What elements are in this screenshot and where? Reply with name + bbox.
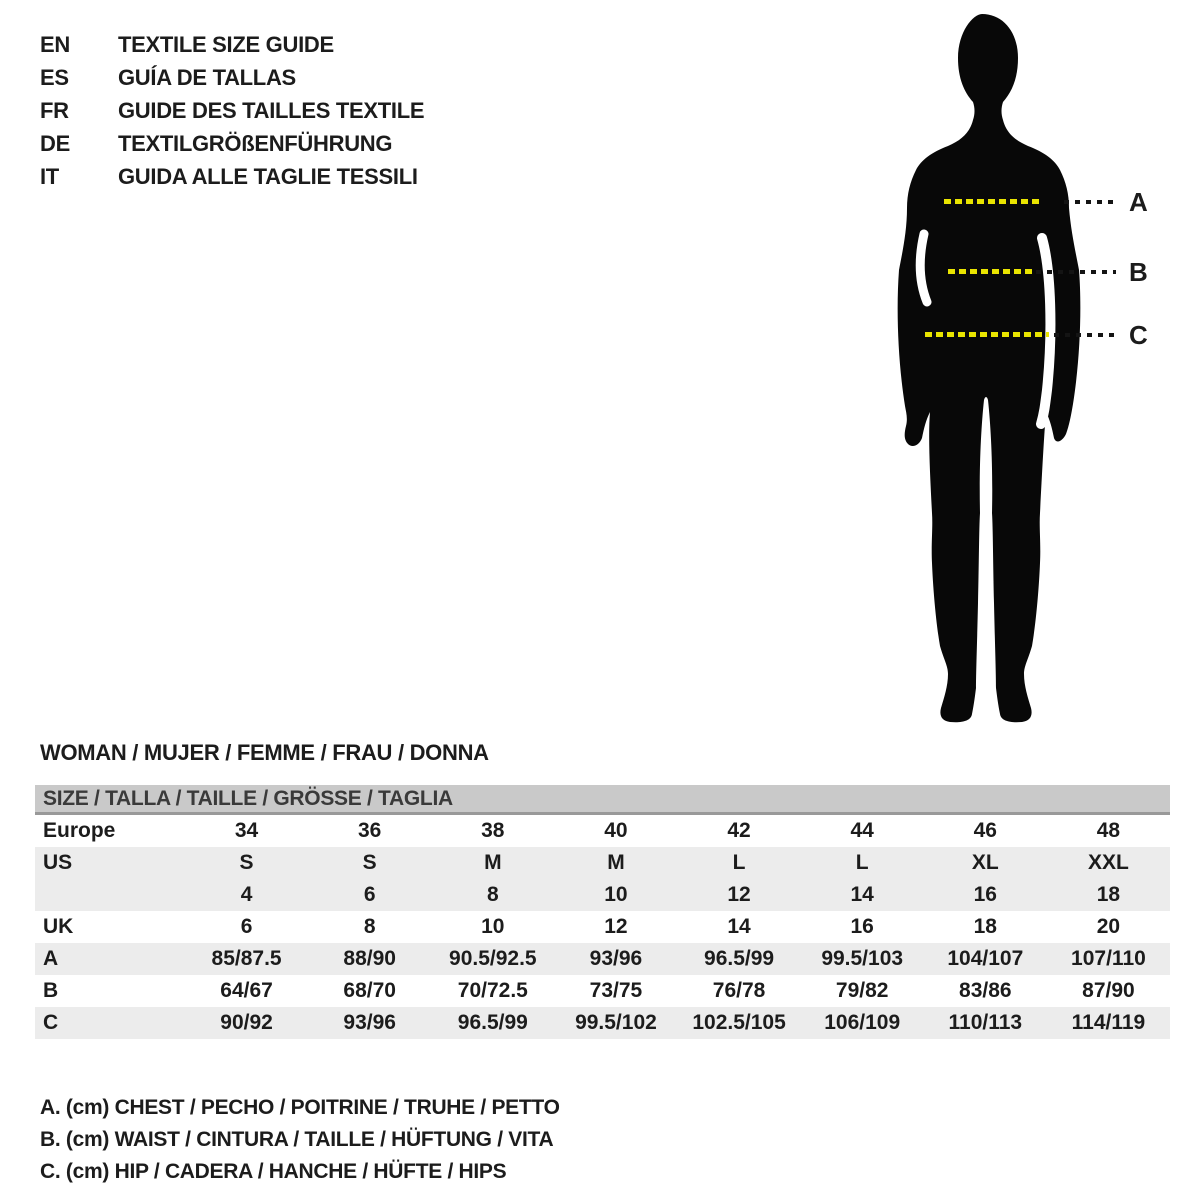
size-value-cell: 93/96	[589, 947, 643, 970]
legend-hip: C. (cm) HIP / CADERA / HANCHE / HÜFTE / HIPS	[40, 1160, 507, 1183]
row-label: Europe	[43, 819, 116, 842]
size-value-cell: 10	[481, 915, 505, 938]
hip-measure-line	[925, 332, 1049, 337]
waist-measure-line	[948, 269, 1032, 274]
table-row	[35, 911, 1170, 943]
waist-leader-line	[1036, 270, 1116, 274]
size-value-cell: XXL	[1088, 851, 1129, 874]
waist-measure-label: B	[1129, 257, 1148, 287]
table-row	[35, 847, 1170, 879]
size-table-rows	[35, 815, 1170, 1039]
chest-measure-label: A	[1129, 187, 1148, 217]
language-title: GUÍA DE TALLAS	[118, 65, 296, 90]
row-label: UK	[43, 915, 74, 938]
size-value-cell: XL	[971, 851, 999, 874]
size-value-cell: 36	[358, 819, 382, 842]
size-value-cell: 96.5/99	[704, 947, 775, 970]
size-table-header: SIZE / TALLA / TAILLE / GRÖSSE / TAGLIA	[35, 785, 1170, 815]
size-value-cell: 42	[727, 819, 751, 842]
size-value-cell: 34	[234, 819, 259, 842]
size-value-cell: 106/109	[824, 1011, 901, 1034]
size-value-cell: 46	[973, 819, 997, 842]
table-row	[35, 879, 1170, 911]
size-value-cell: L	[732, 851, 746, 874]
size-value-cell: 114/119	[1071, 1011, 1146, 1034]
table-row	[35, 975, 1170, 1007]
size-value-cell: 68/70	[343, 979, 396, 1002]
woman-silhouette-icon	[860, 8, 1130, 724]
size-value-cell: 16	[973, 883, 997, 906]
size-value-cell: 14	[850, 883, 874, 906]
size-table	[35, 785, 1170, 1039]
hip-leader-line	[1054, 333, 1116, 337]
size-value-cell: 85/87.5	[211, 947, 282, 970]
size-value-cell: 70/72.5	[457, 979, 528, 1002]
size-value-cell: S	[362, 851, 377, 874]
size-value-cell: 99.5/102	[575, 1011, 657, 1034]
size-value-cell: 18	[1096, 883, 1121, 906]
size-value-cell: 48	[1096, 819, 1121, 842]
language-title: TEXTILE SIZE GUIDE	[118, 32, 334, 57]
size-value-cell: 40	[604, 819, 628, 842]
size-value-cell: 8	[363, 915, 376, 938]
size-value-cell: 16	[850, 915, 874, 938]
size-value-cell: 107/110	[1071, 947, 1146, 970]
row-label: US	[43, 851, 73, 874]
size-value-cell: 79/82	[835, 979, 889, 1002]
language-code: IT	[40, 164, 59, 189]
language-title: GUIDA ALLE TAGLIE TESSILI	[118, 164, 418, 189]
table-row	[35, 815, 1170, 847]
size-value-cell: 99.5/103	[821, 947, 904, 970]
size-value-cell: S	[239, 851, 254, 874]
size-value-cell: 18	[973, 915, 997, 938]
language-code: FR	[40, 98, 69, 123]
table-row	[35, 1007, 1170, 1039]
size-value-cell: 38	[481, 819, 505, 842]
size-value-cell: 90/92	[220, 1011, 273, 1034]
language-code: DE	[40, 131, 70, 156]
size-value-cell: 4	[240, 883, 253, 906]
size-value-cell: 76/78	[712, 979, 766, 1002]
measurement-legend	[40, 1092, 560, 1188]
language-title: GUIDE DES TAILLES TEXTILE	[118, 98, 425, 123]
hip-measure-label: C	[1129, 320, 1148, 350]
size-value-cell: M	[484, 851, 502, 874]
size-value-cell: 14	[727, 915, 751, 938]
legend-waist: B. (cm) WAIST / CINTURA / TAILLE / HÜFTUNG / VITA	[40, 1128, 554, 1151]
size-value-cell: 8	[486, 883, 499, 906]
legend-chest: A. (cm) CHEST / PECHO / POITRINE / TRUHE / PETTO	[40, 1096, 560, 1119]
size-value-cell: 44	[850, 819, 874, 842]
size-value-cell: 6	[363, 883, 376, 906]
size-value-cell: 64/67	[220, 979, 273, 1002]
size-value-cell: 110/113	[948, 1011, 1023, 1034]
size-value-cell: 104/107	[947, 947, 1024, 970]
size-value-cell: 87/90	[1082, 979, 1135, 1002]
size-value-cell: 73/75	[589, 979, 643, 1002]
language-code: ES	[40, 65, 69, 90]
size-value-cell: 20	[1096, 915, 1121, 938]
gender-section-title: WOMAN / MUJER / FEMME / FRAU / DONNA	[40, 740, 489, 765]
size-value-cell: L	[855, 851, 869, 874]
table-row	[35, 943, 1170, 975]
language-title: TEXTILGRÖßENFÜHRUNG	[118, 131, 393, 156]
row-label	[35, 879, 185, 911]
size-value-cell: M	[607, 851, 625, 874]
row-label: B	[43, 979, 59, 1002]
row-label: C	[43, 1011, 59, 1034]
size-value-cell: 83/86	[959, 979, 1012, 1002]
size-value-cell: 102.5/105	[692, 1011, 786, 1034]
size-value-cell: 90.5/92.5	[449, 947, 537, 970]
chest-measure-line	[944, 199, 1040, 204]
size-value-cell: 93/96	[343, 1011, 396, 1034]
chest-leader-line	[1064, 200, 1116, 204]
size-value-cell: 12	[604, 915, 628, 938]
row-label: A	[43, 947, 59, 970]
size-value-cell: 6	[240, 915, 253, 938]
size-value-cell: 88/90	[343, 947, 396, 970]
size-value-cell: 10	[604, 883, 628, 906]
size-value-cell: 12	[727, 883, 751, 906]
size-value-cell: 96.5/99	[457, 1011, 528, 1034]
language-code: EN	[40, 32, 70, 57]
